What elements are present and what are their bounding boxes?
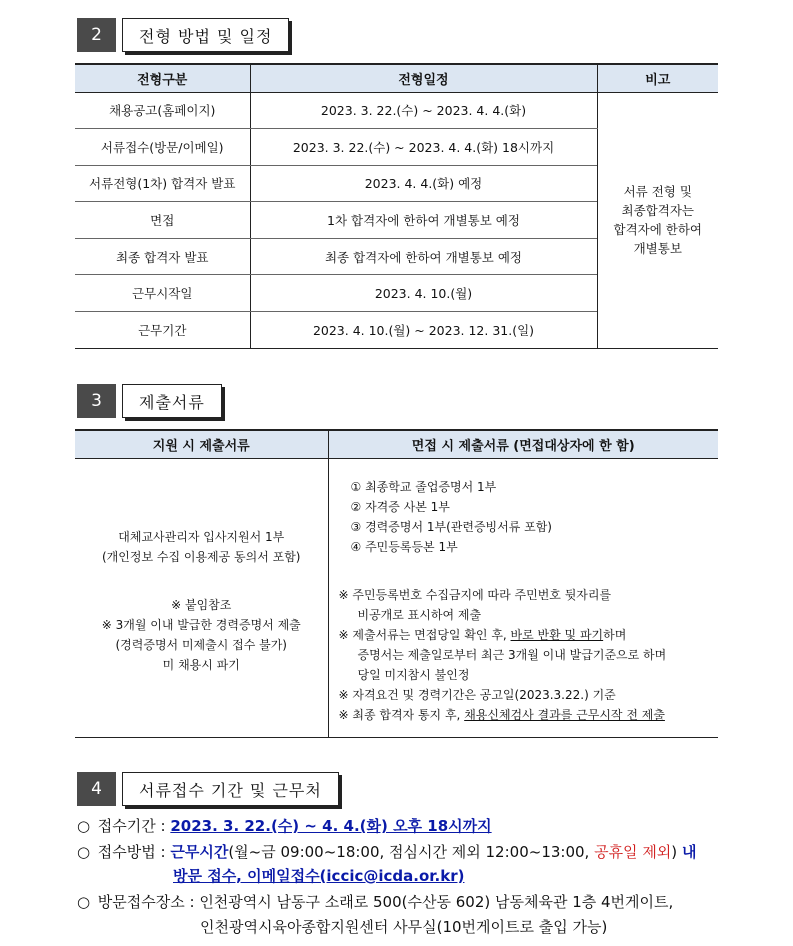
period-label: 접수기간 : xyxy=(97,817,171,835)
visit-text: 내 xyxy=(681,843,697,861)
cell-apply-documents xyxy=(75,458,328,737)
column-header: 면접 시 제출서류 (면접대상자에 한 함) xyxy=(328,430,718,458)
section-3-header xyxy=(77,384,222,420)
section-title: 서류접수 기간 및 근무처 xyxy=(122,772,339,806)
cell-remark xyxy=(597,92,718,348)
section-number: 4 xyxy=(77,772,116,806)
cell-stage: 근무시작일 xyxy=(75,275,250,312)
schedule-table xyxy=(75,63,718,349)
note-criteria: ※ 자격요건 및 경력기간은 공고일(2023.3.22.) 기준 xyxy=(338,687,616,702)
note-line: ※ 붙임참조 xyxy=(171,597,232,612)
remark-line: 서류 전형 및 xyxy=(623,184,692,200)
remark-line: 개별통보 xyxy=(633,241,682,257)
circle-bullet-icon: ○ xyxy=(77,893,91,911)
section-number: 3 xyxy=(77,384,116,418)
circle-bullet-icon: ○ xyxy=(77,817,91,835)
note-health-check: ※ 최종 합격자 통지 후, 채용신체검사 결과를 근무시작 전 제출 xyxy=(338,707,665,722)
cell-stage: 최종 합격자 발표 xyxy=(75,238,250,275)
remark-line: 최종합격자는 xyxy=(621,203,694,219)
cell-schedule: 2023. 4. 4.(화) 예정 xyxy=(250,165,597,202)
cell-schedule: 1차 합격자에 한하여 개별통보 예정 xyxy=(250,202,597,239)
hours-label: 근무시간 xyxy=(170,843,229,861)
cell-schedule: 최종 합격자에 한하여 개별통보 예정 xyxy=(250,238,597,275)
remark-line: 합격자에 한하여 xyxy=(613,222,702,238)
place-address: 인천광역시 남동구 소래로 500(수산동 602) 남동체육관 1층 4번게이트, xyxy=(199,893,674,911)
table-row xyxy=(75,458,718,737)
cell-stage: 면접 xyxy=(75,202,250,239)
cell-schedule: 2023. 3. 22.(수) ~ 2023. 4. 4.(화) 18시까지 xyxy=(250,129,597,166)
cell-interview-documents xyxy=(328,458,718,737)
section-title: 제출서류 xyxy=(122,384,222,418)
cell-schedule: 2023. 4. 10.(월) ~ 2023. 12. 31.(일) xyxy=(250,312,597,349)
circle-bullet-icon: ○ xyxy=(77,843,91,861)
note-return: ※ 제출서류는 면접당일 확인 후, 바로 반환 및 파기하며 증명서는 제출일로부터 최근 3개월 이내 발급기준으로 하며 당일 미지참시 불인정 xyxy=(338,627,667,682)
list-item: ③ 경력증명서 1부(관련증빙서류 포함) xyxy=(350,519,552,534)
cell-stage: 근무기간 xyxy=(75,312,250,349)
column-header: 비고 xyxy=(597,64,718,92)
section-title: 전형 방법 및 일정 xyxy=(122,18,289,52)
info-method-cont xyxy=(173,864,464,888)
doc-line: 대체교사관리자 입사지원서 1부 xyxy=(118,529,285,544)
note-line: 미 채용시 파기 xyxy=(162,657,240,672)
cell-stage: 채용공고(홈페이지) xyxy=(75,92,250,129)
documents-table xyxy=(75,429,718,738)
note-line: (경력증명서 미제출시 접수 불가) xyxy=(115,637,287,652)
column-header: 전형일정 xyxy=(250,64,597,92)
info-place xyxy=(77,890,673,914)
column-header: 전형구분 xyxy=(75,64,250,92)
info-method: ○ 접수방법 : 근무시간(월~금 09:00~18:00, 점심시간 제외 12:00~13:00, 공휴일 제외) 내 xyxy=(77,840,727,864)
note-line: ※ 3개월 이내 발급한 경력증명서 제출 xyxy=(101,617,301,632)
table-row xyxy=(75,92,718,129)
note-privacy: ※ 주민등록번호 수집금지에 따라 주민번호 뒷자리를 비공개로 표시하여 제출 xyxy=(338,587,612,622)
list-item: ① 최종학교 졸업증명서 1부 xyxy=(350,479,497,494)
section-number: 2 xyxy=(77,18,116,52)
cell-schedule: 2023. 4. 10.(월) xyxy=(250,275,597,312)
list-item: ④ 주민등록등본 1부 xyxy=(350,539,458,554)
column-header: 지원 시 제출서류 xyxy=(75,430,328,458)
visit-email: 방문 접수, 이메일접수(iccic@icda.or.kr) xyxy=(173,867,465,885)
holiday-note: 공휴일 제외 xyxy=(594,843,672,861)
period-value: 2023. 3. 22.(수) ~ 4. 4.(화) 오후 18시까지 xyxy=(170,817,492,835)
place-label: 방문접수장소 : xyxy=(97,893,200,911)
section-2-header xyxy=(77,18,289,54)
method-label: 접수방법 : xyxy=(97,843,171,861)
cell-stage: 서류접수(방문/이메일) xyxy=(75,129,250,166)
info-period xyxy=(77,814,492,838)
info-place-cont xyxy=(200,915,607,939)
doc-line: (개인정보 수집 이용제공 동의서 포함) xyxy=(101,549,301,564)
list-item: ② 자격증 사본 1부 xyxy=(350,499,450,514)
cell-stage: 서류전형(1차) 합격자 발표 xyxy=(75,165,250,202)
hours-value: (월~금 09:00~18:00, 점심시간 제외 12:00~13:00, xyxy=(228,843,595,861)
place-office: 인천광역시육아종합지원센터 사무실(10번게이트로 출입 가능) xyxy=(200,918,608,936)
cell-schedule: 2023. 3. 22.(수) ~ 2023. 4. 4.(화) xyxy=(250,92,597,129)
section-4-header xyxy=(77,772,339,808)
